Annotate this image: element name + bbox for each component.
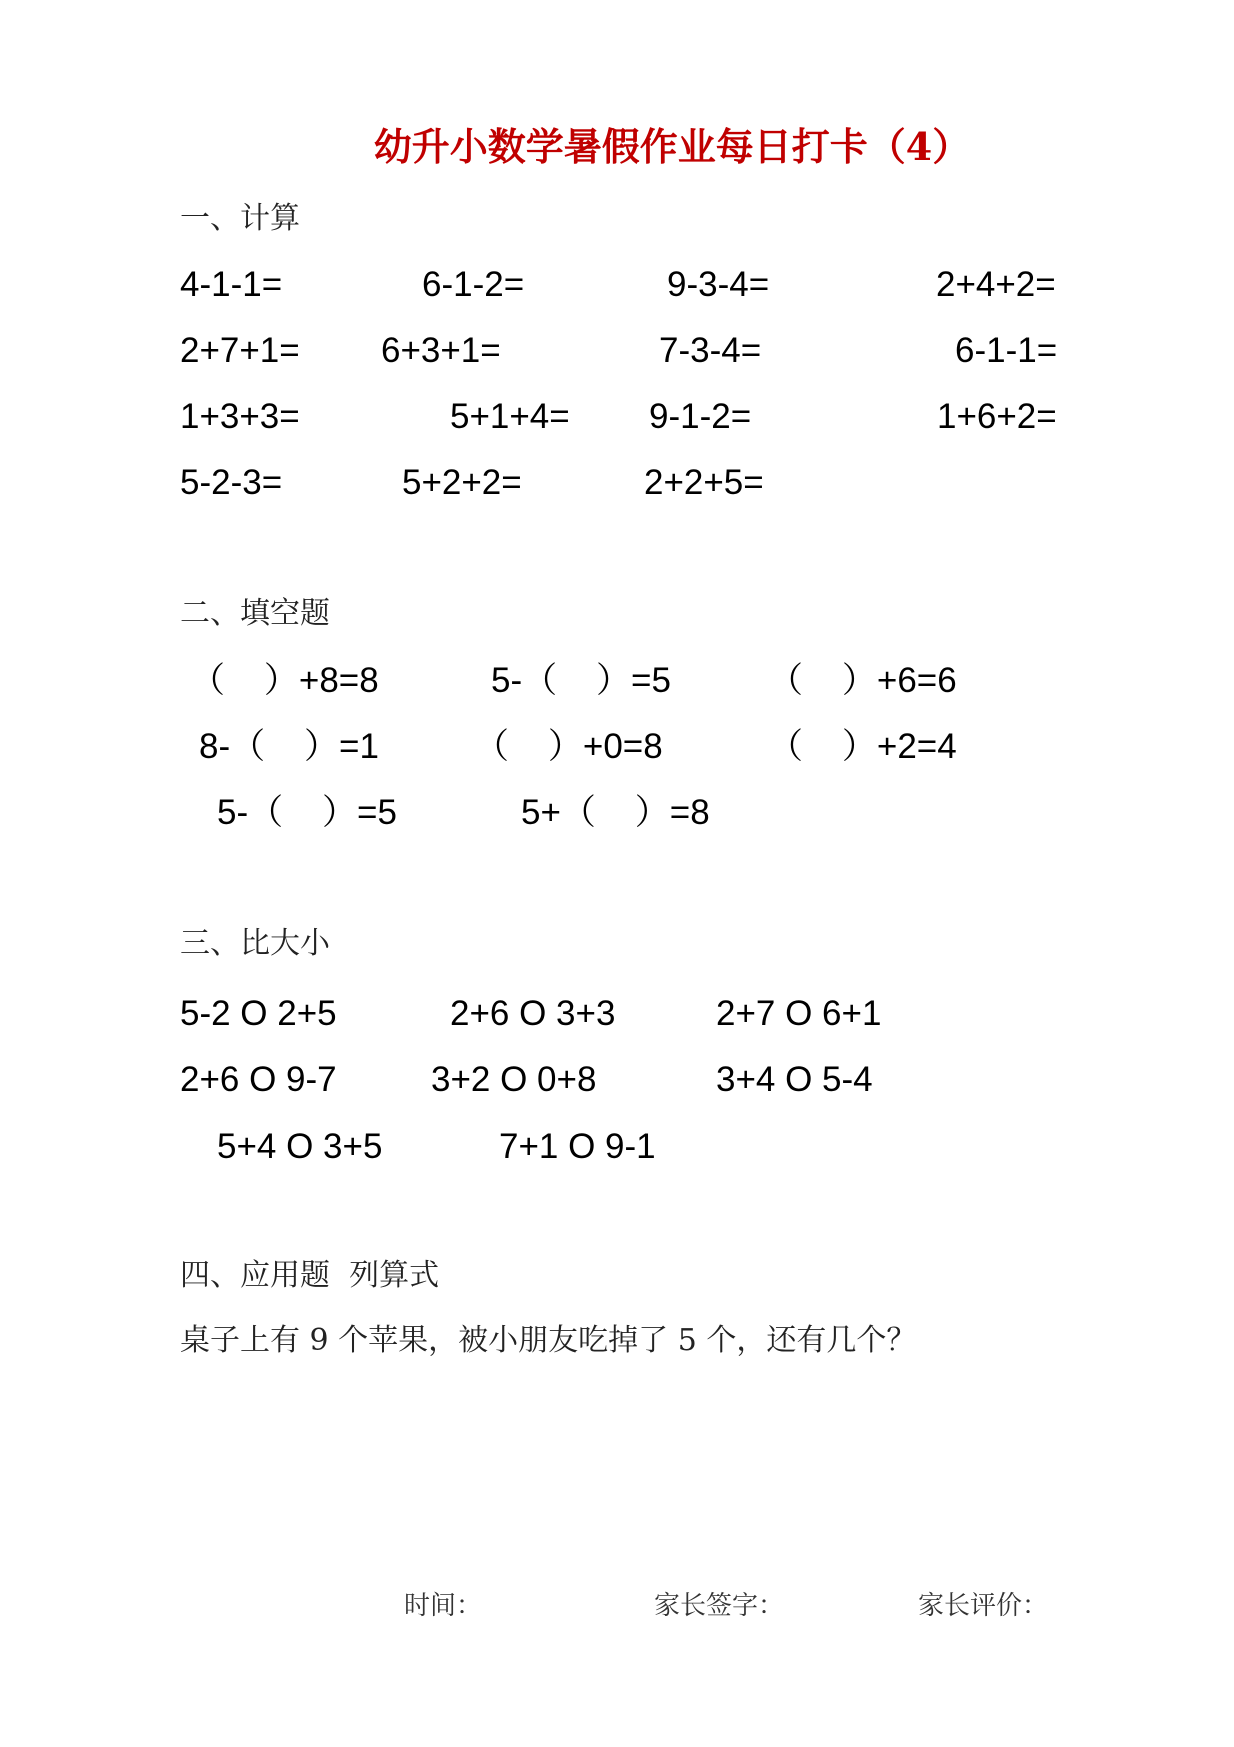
calc-item: 6+3+1=: [381, 331, 501, 370]
compare-item: 3+4 O 5-4: [716, 1060, 873, 1099]
calc-item: 9-3-4=: [667, 265, 770, 304]
calc-item: 5+2+2=: [402, 463, 522, 502]
fill-item: （ ）+2=4: [768, 727, 957, 766]
compare-item: 2+6 O 3+3: [450, 994, 616, 1033]
section-heading-compare: 三、比大小: [180, 926, 330, 961]
calc-item: 2+7+1=: [180, 331, 300, 370]
section-heading-word: 四、应用题 列算式: [180, 1258, 440, 1293]
fill-item: 5+（ ）=8: [521, 793, 710, 832]
calc-item: 6-1-1=: [955, 331, 1058, 370]
compare-item: 5+4 O 3+5: [217, 1127, 383, 1166]
calc-item: 2+4+2=: [936, 265, 1056, 304]
fill-item: 5-（ ）=5: [491, 661, 671, 700]
calc-item: 7-3-4=: [659, 331, 762, 370]
footer-parent-sign-label: 家长签字：: [654, 1591, 785, 1621]
calc-item: 4-1-1=: [180, 265, 283, 304]
calc-item: 6-1-2=: [422, 265, 525, 304]
calc-item: 1+6+2=: [937, 397, 1057, 436]
compare-item: 2+7 O 6+1: [716, 994, 882, 1033]
fill-item: （ ）+0=8: [474, 727, 663, 766]
compare-item: 5-2 O 2+5: [180, 994, 337, 1033]
calc-item: 5+1+4=: [450, 397, 570, 436]
fill-item: 5-（ ）=5: [217, 793, 397, 832]
compare-item: 3+2 O 0+8: [431, 1060, 597, 1099]
footer-parent-review-label: 家长评价：: [918, 1591, 1049, 1621]
compare-item: 7+1 O 9-1: [499, 1127, 656, 1166]
section-heading-calc: 一、计算: [180, 201, 300, 236]
fill-item: 8-（ ）=1: [199, 727, 379, 766]
footer-time-label: 时间：: [404, 1591, 483, 1621]
fill-item: （ ）+8=8: [190, 661, 379, 700]
word-problem: 桌子上有 9 个苹果，被小朋友吃掉了 5 个，还有几个？: [180, 1323, 917, 1358]
fill-item: （ ）+6=6: [768, 661, 957, 700]
page-title: 幼升小数学暑假作业每日打卡（4）: [373, 124, 971, 169]
calc-item: 1+3+3=: [180, 397, 300, 436]
calc-item: 2+2+5=: [644, 463, 764, 502]
section-heading-fill: 二、填空题: [180, 596, 330, 631]
compare-item: 2+6 O 9-7: [180, 1060, 337, 1099]
calc-item: 5-2-3=: [180, 463, 283, 502]
calc-item: 9-1-2=: [649, 397, 752, 436]
